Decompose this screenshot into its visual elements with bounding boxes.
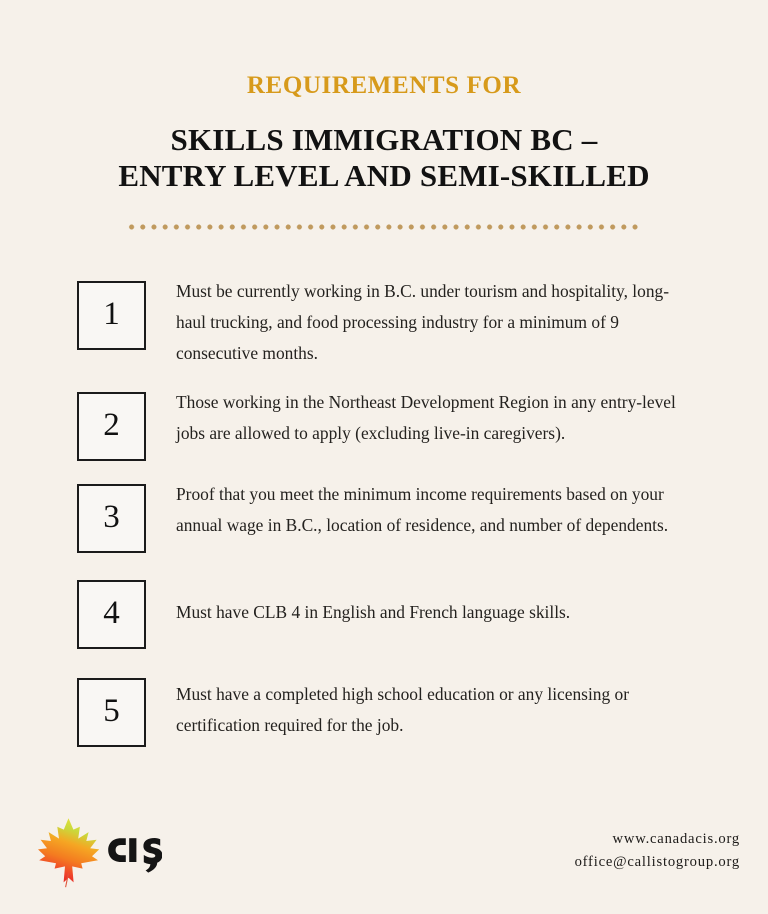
maple-leaf-icon	[32, 814, 104, 888]
requirement-number: 1	[103, 296, 120, 332]
footer	[0, 810, 768, 892]
requirements-list	[77, 276, 691, 747]
requirement-number: 5	[103, 693, 120, 729]
requirement-number: 3	[103, 499, 120, 535]
requirement-number: 2	[103, 407, 120, 443]
brand-logo	[32, 814, 162, 888]
list-item	[77, 276, 691, 369]
requirement-text: Proof that you meet the minimum income requirements based on your annual wage in B.C., location of residence, and number of dependents.	[176, 484, 669, 535]
page-title-line-1: SKILLS IMMIGRATION BC –	[170, 121, 598, 157]
requirement-text: Must be currently working in B.C. under tourism and hospitality, long-haul trucking, and food processing industry for a minimum of 9 consecutive months.	[176, 281, 670, 363]
requirement-number-box	[77, 281, 146, 350]
list-item	[77, 673, 691, 747]
list-item	[77, 479, 691, 553]
email-address[interactable]: office@callistogroup.org	[574, 854, 740, 870]
page-title-line-2: ENTRY LEVEL AND SEMI-SKILLED	[118, 157, 650, 193]
list-item	[77, 387, 691, 461]
requirement-number-box	[77, 484, 146, 553]
eyebrow-heading: REQUIREMENTS FOR	[246, 72, 522, 99]
requirement-text: Those working in the Northeast Development Region in any entry-level jobs are allowed to apply (excluding live-in caregivers).	[176, 392, 676, 443]
dotted-divider	[126, 224, 642, 230]
header	[0, 0, 768, 194]
requirement-text: Must have CLB 4 in English and French language skills.	[176, 601, 571, 622]
requirement-number-box	[77, 580, 146, 649]
divider-container	[0, 224, 768, 230]
requirement-number: 4	[103, 595, 120, 631]
contact-info	[575, 828, 740, 874]
requirement-text: Must have a completed high school education or any licensing or certification required for the job.	[176, 684, 630, 735]
website-url[interactable]: www.canadacis.org	[612, 831, 740, 847]
cis-wordmark-icon	[106, 829, 162, 873]
list-item	[77, 575, 691, 649]
page-title	[0, 100, 768, 195]
requirement-number-box	[77, 392, 146, 461]
requirement-number-box	[77, 678, 146, 747]
